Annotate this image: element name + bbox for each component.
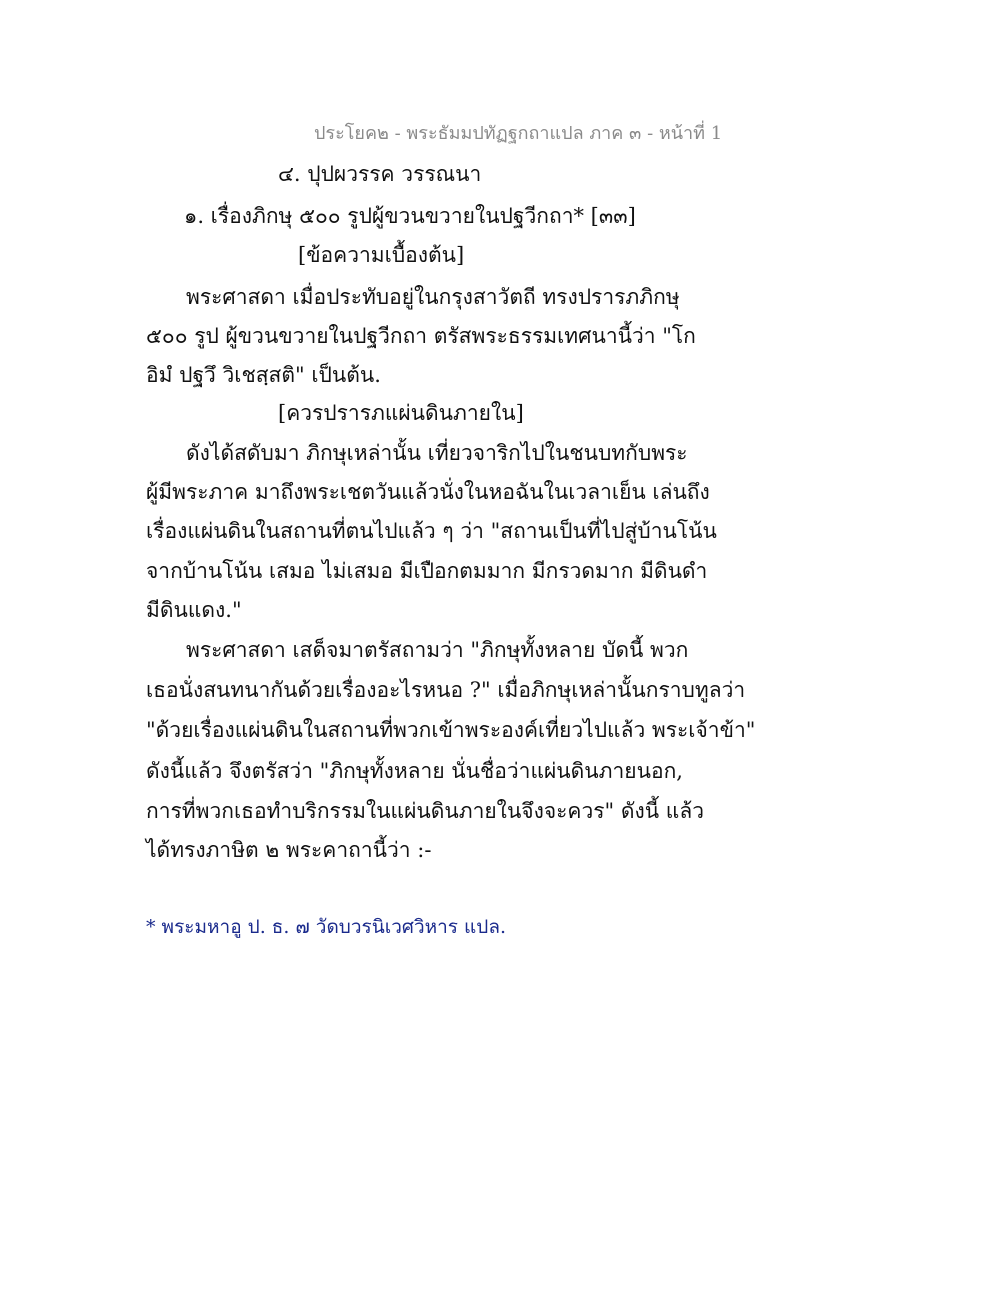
paragraph-line: ได้ทรงภาษิต ๒ พระคาถานี้ว่า :-: [146, 838, 432, 862]
paragraph-line: มีดินแดง.": [146, 598, 242, 622]
story-title: ๑. เรื่องภิกษุ ๕๐๐ รูปผู้ขวนขวายในปฐวีกถา* [๓๓]: [184, 204, 636, 228]
paragraph-line: ๕๐๐ รูป ผู้ขวนขวายในปฐวีกถา ตรัสพระธรรมเทศนานี้ว่า "โก: [146, 324, 696, 348]
footnote: * พระมหาอู ป. ธ. ๗ วัดบวรนิเวศวิหาร แปล.: [146, 916, 507, 938]
paragraph-line: พระศาสดา เสด็จมาตรัสถามว่า "ภิกษุทั้งหลาย บัดนี้ พวก: [186, 638, 689, 662]
section-heading-opening: [ข้อความเบื้องต้น]: [298, 243, 465, 267]
paragraph-line: การที่พวกเธอทำบริกรรมในแผ่นดินภายในจึงจะควร" ดังนี้ แล้ว: [146, 799, 705, 823]
paragraph-line: อิมํ ปฐวึ วิเชสฺสติ" เป็นต้น.: [146, 363, 381, 387]
paragraph-line: ดังนี้แล้ว จึงตรัสว่า "ภิกษุทั้งหลาย นั่นชื่อว่าแผ่นดินภายนอก,: [146, 759, 683, 783]
paragraph-line: พระศาสดา เมื่อประทับอยู่ในกรุงสาวัตถี ทรงปรารภภิกษุ: [186, 285, 680, 309]
paragraph-line: เรื่องแผ่นดินในสถานที่ตนไปแล้ว ๆ ว่า "สถานเป็นที่ไปสู่บ้านโน้น: [146, 519, 717, 543]
chapter-title: ๔. ปุปผวรรค วรรณนา: [278, 162, 482, 186]
paragraph-line: จากบ้านโน้น เสมอ ไม่เสมอ มีเปือกตมมาก มีกรวดมาก มีดินดำ: [146, 559, 708, 583]
paragraph-line: เธอนั่งสนทนากันด้วยเรื่องอะไรหนอ ?" เมื่อภิกษุเหล่านั้นกราบทูลว่า: [146, 678, 746, 702]
paragraph-line: ดังได้สดับมา ภิกษุเหล่านั้น เที่ยวจาริกไปในชนบทกับพระ: [186, 441, 688, 465]
running-header: ประโยค๒ - พระธัมมปทัฏฐกถาแปล ภาค ๓ - หน้าที่ 1: [314, 123, 723, 144]
paragraph-line: ผู้มีพระภาค มาถึงพระเชตวันแล้วนั่งในหอฉันในเวลาเย็น เล่นถึง: [146, 480, 710, 504]
section-heading-earth: [ควรปรารภแผ่นดินภายใน]: [278, 401, 524, 425]
paragraph-line: "ด้วยเรื่องแผ่นดินในสถานที่พวกเข้าพระองค์เที่ยวไปแล้ว พระเจ้าข้า": [146, 718, 756, 742]
